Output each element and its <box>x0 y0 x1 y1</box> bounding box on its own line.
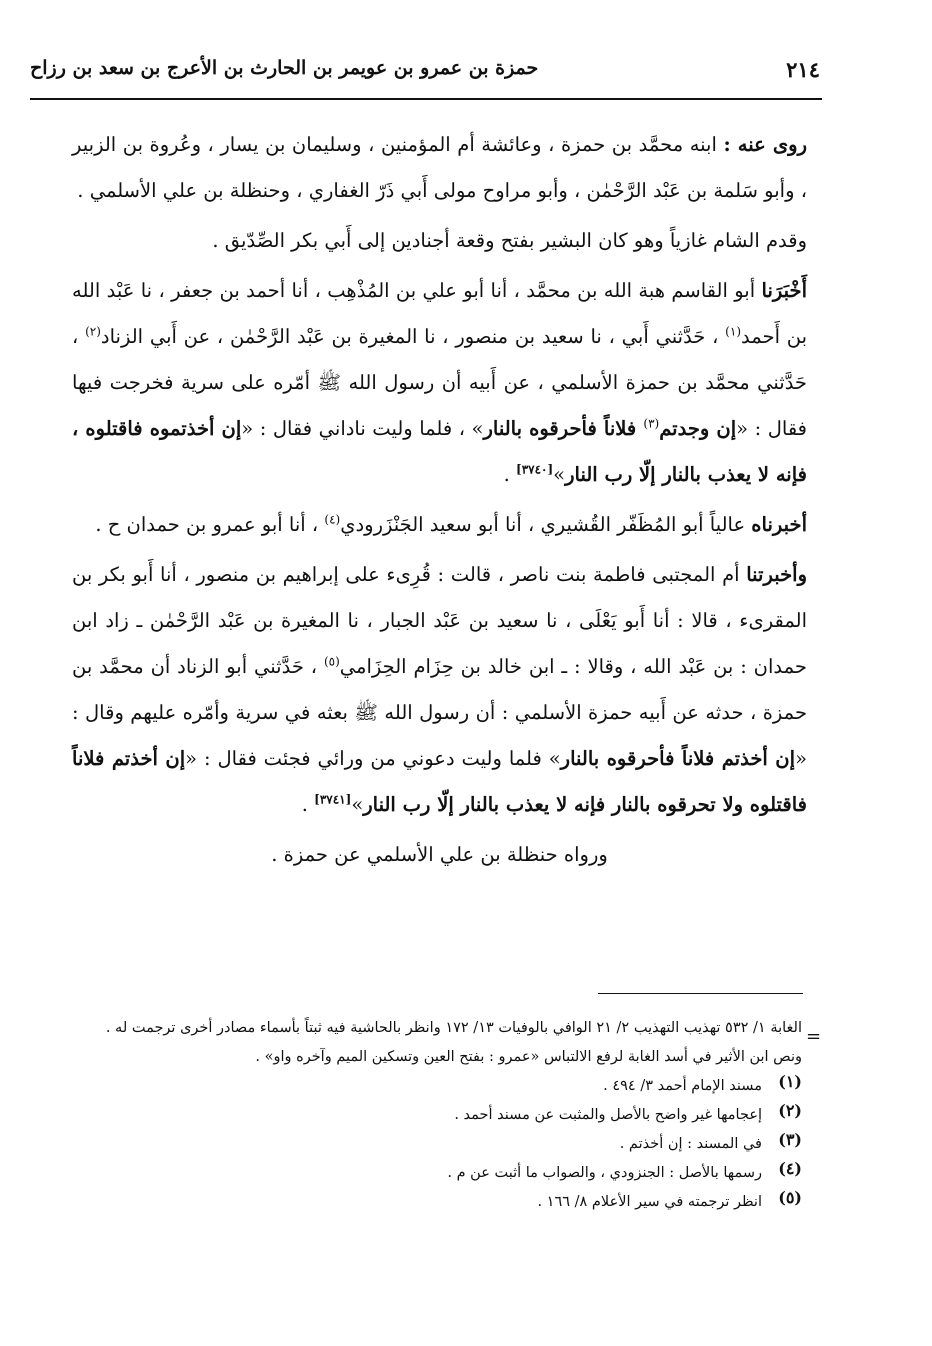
paragraph-hadith-1 <box>72 268 807 498</box>
paragraph-lead: أَخْبَرَنا <box>761 279 807 302</box>
footnote-text: إعجامها غير واضح بالأصل والمثبت عن مسند أحمد . <box>454 1107 762 1123</box>
footnote-number: (٢) <box>778 1101 802 1120</box>
footnote-rule <box>598 993 803 994</box>
paragraph-text: » <box>351 793 364 816</box>
footnote-item <box>72 1188 802 1217</box>
paragraph-text: أم المجتبى فاطمة بنت ناصر ، قالت : قُرِىء على إبراهيم بن منصور ، أنا أَبو بكر بن المقرىء ، قالا : أنا أَبو يَعْلَى ، نا سعيد بن عَبْد الجبار ، نا المغيرة بن عَبْد الرَّحْمٰن ـ زاد ابن حمدان : بن عَبْد الله ، وقالا : ـ ابن خالد بن حِزَام الحِزَامي <box>72 563 807 678</box>
footnote-text: انظر ترجمته في سير الأعلام ٨/ ١٦٦ . <box>537 1194 762 1210</box>
main-text <box>72 122 807 878</box>
footnote-ref: (٤) <box>324 512 341 527</box>
paragraph-text: » فلما وليت دعوني من ورائي فجئت فقال : « <box>185 747 561 770</box>
footnote-text: في المسند : إن أخذتم . <box>619 1136 762 1152</box>
footnote-item <box>72 1130 802 1159</box>
paragraph-text: ، حَدَّثني أبو الزناد أن محمَّد بن حمزة ، حدثه عن أَبيه حمزة الأسلمي : أن رسول الله ﷺ بعثه في سرية وأمّره عليهم وقال : « <box>72 655 807 770</box>
footnote-continuation: الغابة ١/ ٥٣٢ تهذيب التهذيب ٢/ ٢١ الوافي بالوفيات ١٣/ ١٧٢ وانظر بالحاشية فيه ثبتاً بأسماء مصادر أخرى ترجمت له . <box>105 1020 802 1036</box>
paragraph-chain-2 <box>72 502 807 548</box>
footnote-item <box>72 1072 802 1101</box>
paragraph-text: عالياً أبو المُظَفّر القُشيري ، أنا أبو سعيد الجَنْزَرودي <box>340 513 752 536</box>
hadith-text: إن أخذتموه فاقتلوه ، فإنه لا يعذب بالنار إلّا رب النار <box>72 417 807 486</box>
footnote-ref: (٥) <box>323 654 340 669</box>
paragraph-sham: وقدم الشام غازياً وهو كان البشير بفتح وقعة أجنادين إلى أَبي بكر الصِّدّيق . <box>212 229 807 252</box>
footnote-number: (٤) <box>778 1159 802 1178</box>
hadith-text: إن أخذتم فلاناً فأحرقوه بالنار <box>560 747 796 770</box>
hadith-text: إن أخذتم فلاناً فاقتلوه ولا تحرقوه بالنار فإنه لا يعذب بالنار إلّا رب النار <box>72 747 807 816</box>
paragraph-lead: أخبرناه <box>751 513 807 536</box>
header-rule <box>30 98 822 100</box>
hadith-text: إن وجدتم <box>659 417 737 440</box>
footnote-ref: (٢) <box>85 324 101 339</box>
paragraph-lead: روى عنه : <box>723 133 807 156</box>
footnote-continuation: ونص ابن الأثير في أسد الغابة لرفع الالتباس «عمرو : بفتح العين وتسكين الميم وآخره واو» . <box>255 1049 802 1065</box>
paragraph-text: . <box>301 793 315 816</box>
paragraph-text: ، أنا أبو عمرو بن حمدان ح . <box>95 513 325 536</box>
paragraph-text: . <box>503 463 516 486</box>
paragraph-narrators <box>72 122 807 214</box>
continuation-mark: = <box>806 1026 822 1047</box>
paragraph-hadith-2 <box>72 552 807 828</box>
footnote-item <box>72 1159 802 1188</box>
paragraph-closing: ورواه حنظلة بن علي الأسلمي عن حمزة . <box>271 843 608 866</box>
footnote-ref: (٣) <box>643 416 660 431</box>
hadith-text: فلاناً فأحرقوه بالنار <box>483 417 644 440</box>
paragraph-text: ، حَدَّثني محمَّد بن حمزة الأسلمي ، عن أَبيه أن رسول الله ﷺ أمّره على سرية فخرجت فيها فقال : « <box>72 325 808 440</box>
paragraph-text: » <box>553 463 566 486</box>
footnote-number: (٥) <box>778 1188 802 1207</box>
paragraph-text: ابنه محمَّد بن حمزة ، وعائشة أم المؤمنين ، وسليمان بن يسار ، وعُروة بن الزبير ، وأبو سَلمة بن عَبْد الرَّحْمٰن ، وأبو مراوح مولى أَبي ذَرّ الغفاري ، وحنظلة بن علي الأسلمي . <box>72 133 807 202</box>
paragraph-lead: وأخبرتنا <box>746 563 807 586</box>
paragraph-text: أبو القاسم هبة الله بن محمَّد ، أنا أبو علي بن المُذْهِب ، أنا أحمد بن جعفر ، نا عَبْد الله بن أَحمد <box>72 279 808 348</box>
paragraph-text: » ، فلما وليت ناداني فقال : « <box>241 417 484 440</box>
footnote-ref: (١) <box>725 324 741 339</box>
footnote-text: مسند الإمام أحمد ٣/ ٤٩٤ . <box>603 1078 762 1094</box>
page-number: ٢١٤ <box>786 57 820 82</box>
hadith-number: [٣٧٤١] <box>314 792 352 807</box>
hadith-number: [٣٧٤٠] <box>516 462 554 477</box>
footnote-number: (١) <box>778 1072 802 1091</box>
footnote-text: رسمها بالأصل : الجنزودي ، والصواب ما أثبت عن م . <box>447 1165 762 1181</box>
footnote-item <box>72 1101 802 1130</box>
footnotes <box>72 1014 802 1217</box>
footnote-number: (٣) <box>778 1130 802 1149</box>
paragraph-text: ، حَدَّثني أَبي ، نا سعيد بن منصور ، نا المغيرة بن عَبْد الرَّحْمٰن ، عن أَبي الزناد <box>100 325 726 348</box>
running-title: حمزة بن عمرو بن عويمر بن الحارث بن الأعرج بن سعد بن رزاح <box>30 57 539 79</box>
page-header <box>30 55 820 95</box>
